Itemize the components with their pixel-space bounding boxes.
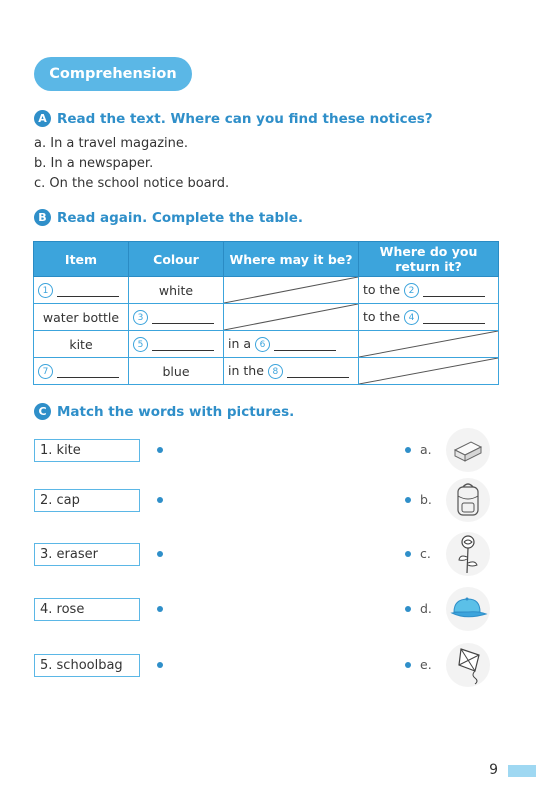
where-prefix: in the (228, 363, 264, 378)
word-box: 1. kite (34, 439, 140, 462)
answer-blank[interactable] (152, 338, 214, 351)
table-header-row (34, 242, 499, 277)
page-number: 9 (489, 762, 498, 778)
match-dot-right[interactable] (405, 447, 411, 453)
section-b-heading-text: Read again. Complete the table. (57, 209, 304, 226)
table-row (34, 304, 499, 331)
answer-number: 4 (404, 310, 419, 325)
option-b: b. In a newspaper. (34, 156, 154, 171)
kite-icon (446, 643, 490, 687)
match-dot-right[interactable] (405, 662, 411, 668)
section-a-badge: A (34, 110, 51, 127)
answer-blank[interactable] (57, 365, 119, 378)
answer-number: 8 (268, 364, 283, 379)
comprehension-title: Comprehension (34, 57, 192, 91)
table-row (34, 358, 499, 385)
match-dot-right[interactable] (405, 606, 411, 612)
page-tab-decoration (508, 765, 536, 777)
table-row (34, 277, 499, 304)
answer-number: 3 (133, 310, 148, 325)
return-prefix: to the (363, 309, 401, 324)
word-box: 4. rose (34, 598, 140, 621)
match-dot-left[interactable] (157, 447, 163, 453)
section-a-heading-text: Read the text. Where can you find these notices? (57, 110, 433, 127)
crossed-cell (224, 304, 359, 331)
match-dot-right[interactable] (405, 497, 411, 503)
where-prefix: in a (228, 336, 252, 351)
cap-icon (446, 587, 490, 631)
header-colour: Colour (129, 242, 224, 277)
answer-blank[interactable] (152, 311, 214, 324)
colour-cell: blue (129, 358, 224, 385)
match-dot-left[interactable] (157, 497, 163, 503)
option-letter: c. (420, 546, 431, 561)
section-c-heading (34, 403, 294, 420)
header-return: Where do you return it? (359, 242, 499, 277)
rose-icon (446, 532, 490, 576)
section-c-badge: C (34, 403, 51, 420)
answer-number: 1 (38, 283, 53, 298)
option-letter: e. (420, 657, 432, 672)
word-box: 3. eraser (34, 543, 140, 566)
crossed-cell (359, 331, 499, 358)
option-c: c. On the school notice board. (34, 176, 230, 191)
option-a: a. In a travel magazine. (34, 136, 189, 151)
answer-blank[interactable] (287, 365, 349, 378)
crossed-cell (224, 277, 359, 304)
answer-blank[interactable] (274, 338, 336, 351)
answer-number: 5 (133, 337, 148, 352)
section-c-heading-text: Match the words with pictures. (57, 403, 295, 420)
crossed-cell (359, 358, 499, 385)
match-dot-right[interactable] (405, 551, 411, 557)
match-dot-left[interactable] (157, 662, 163, 668)
answer-number: 6 (255, 337, 270, 352)
header-item: Item (34, 242, 129, 277)
option-letter: d. (420, 601, 432, 616)
match-dot-left[interactable] (157, 551, 163, 557)
schoolbag-icon (446, 478, 490, 522)
match-dot-left[interactable] (157, 606, 163, 612)
option-letter: b. (420, 492, 432, 507)
answer-blank[interactable] (57, 284, 119, 297)
answer-number: 7 (38, 364, 53, 379)
word-box: 5. schoolbag (34, 654, 140, 677)
header-where: Where may it be? (224, 242, 359, 277)
answer-blank[interactable] (423, 311, 485, 324)
eraser-icon (446, 428, 490, 472)
item-cell: water bottle (34, 304, 129, 331)
option-letter: a. (420, 442, 432, 457)
item-cell: kite (34, 331, 129, 358)
section-b-badge: B (34, 209, 51, 226)
lost-items-table (33, 241, 499, 385)
table-row (34, 331, 499, 358)
answer-number: 2 (404, 283, 419, 298)
colour-cell: white (129, 277, 224, 304)
section-b-heading (34, 209, 303, 226)
answer-blank[interactable] (423, 284, 485, 297)
word-box: 2. cap (34, 489, 140, 512)
section-a-heading (34, 110, 433, 127)
return-prefix: to the (363, 282, 401, 297)
